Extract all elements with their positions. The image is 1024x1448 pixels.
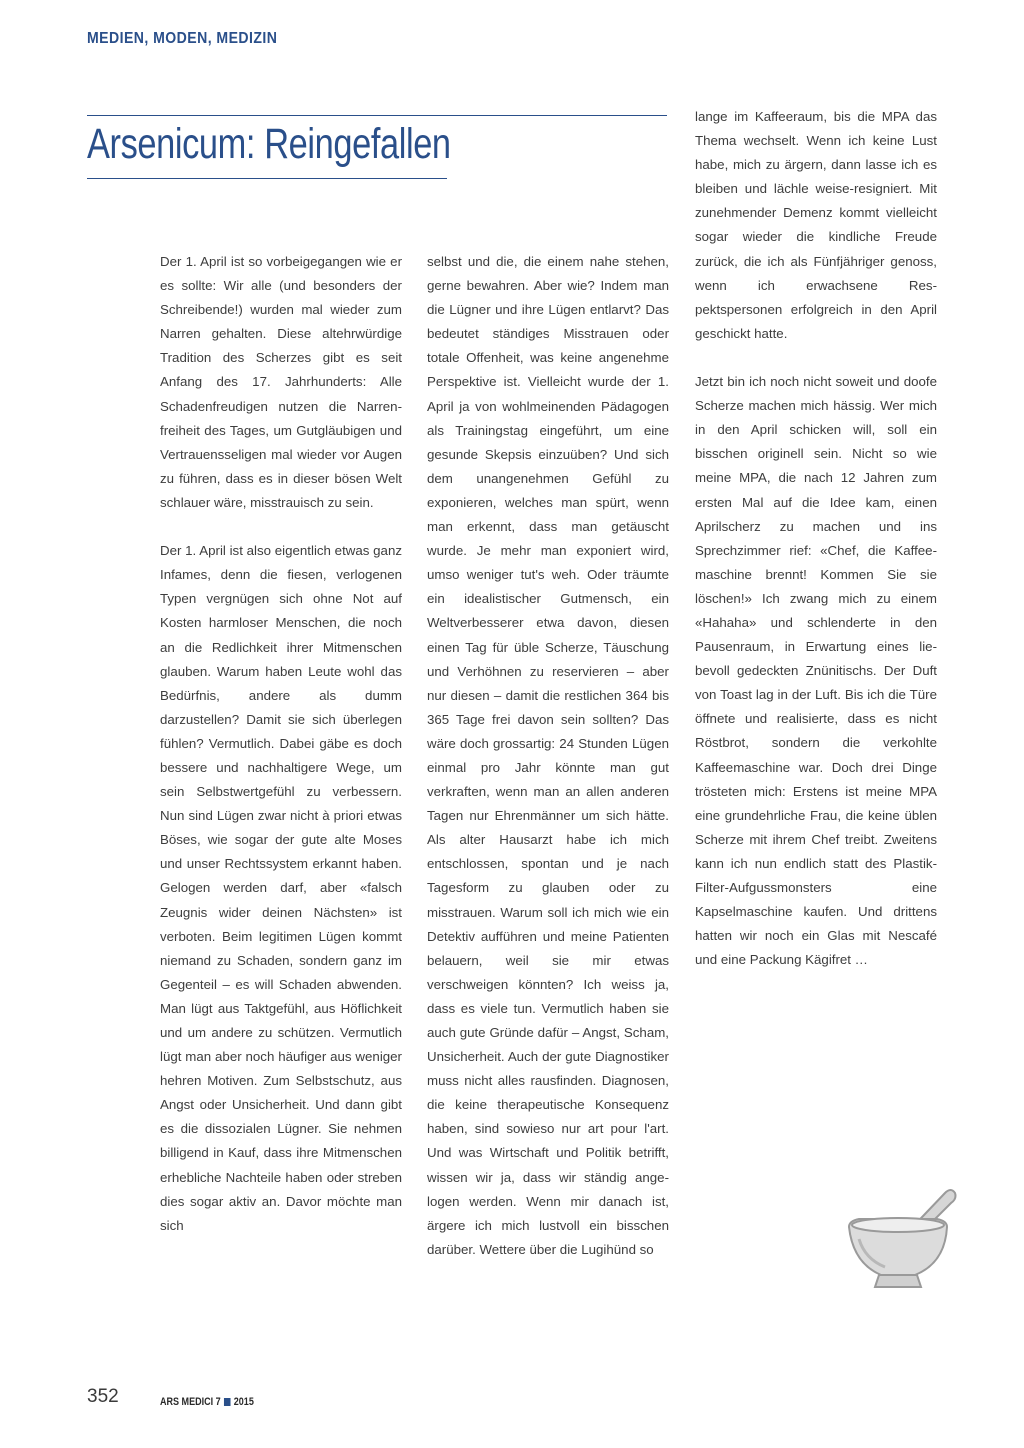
title-rule-bottom: [87, 178, 447, 179]
paragraph: selbst und die, die einem nahe stehen, gerne bewahren. Aber wie? Indem man die Lügner und ihre Lügen entlarvt? Das bedeutet ständiges Misstrauen oder totale Offenheit, was keine angenehme Perspektive ist. Vielleicht wurde der 1. April ja von wohlmeinenden Pädagogen als Trainingstag eingeführt, um eine gesunde Skepsis einzuüben? Und sich dem unangenehmen Gefühl zu exponieren, welches man spürt, wenn man erkennt, dass man getäuscht wurde. Je mehr man exponiert wird, umso weniger tut's weh. Oder träumte ein idealistischer Gutmensch, ein Weltverbesserer etwa davon, diesen einen Tag für üble Scherze, Täuschung und Verhöhnen zu reservieren – aber nur diesen – damit die restlichen 364 bis 365 Tage frei davon sein sollten? Das wäre doch grossartig: 24 Stunden Lügen einmal pro Jahr könnte man gut verkraften, wenn man an allen anderen Tagen nur Ehrenmänner um sich hätte. Als alter Hausarzt habe ich mich entschlossen, spontan und je nach Tagesform zu glauben oder zu misstrauen. Warum soll ich mich wie ein Detektiv aufführen und meine Patienten belauern, weil sie mir etwas verschweigen könnten? Ich weiss ja, dass es viele tun. Vermutlich haben sie auch gute Gründe dafür – Angst, Scham, Unsicherheit. Auch der gute Diagnostiker muss nicht alles rausfinden. Diagnosen, die keine therapeutische Konsequenz haben, sind sowieso nur art pour l'art. Und was Wirtschaft und Politik betrifft, wissen wir ja, dass wir ständig angelogen werden. Wenn mir danach ist, ärgere ich mich lustvoll ein bisschen darüber. Wettere über die Lugihünd so: [427, 254, 669, 1257]
square-separator-icon: [224, 1398, 231, 1406]
article-column-3: [695, 105, 937, 972]
article-column-2: [427, 250, 669, 1262]
mortar-and-pestle-icon: [845, 1183, 957, 1293]
paragraph: Der 1. April ist also eigentlich etwas ganz Infames, denn die fiesen, verlogenen Typen vergnügen sich ohne Not auf Kosten harmloser Menschen, die noch an die Redlichkeit ihrer Mitmenschen glauben. Warum haben Leute wohl das Bedürfnis, andere als dumm darzustellen? Damit sie sich überlegen fühlen? Vermutlich. Dabei gäbe es doch bessere und nachhaltigere Wege, um sein Selbstwertgefühl zu verbessern. Nun sind Lügen zwar nicht à priori etwas Böses, wie sogar der gute alte Moses und unser Rechtssystem erkannt haben. Gelogen werden darf, aber «falsch Zeugnis wider deinen Nächsten» ist verboten. Beim legitimen Lügen kommt niemand zu Schaden, sondern ganz im Gegenteil – es will Schaden abwenden. Man lügt aus Taktgefühl, aus Höflichkeit und um andere zu schützen. Vermutlich lügt man aber noch häufiger aus weniger hehren Motiven. Zum Selbstschutz, aus Angst oder Unsicherheit. Und dann gibt es die dissozialen Lügner. Sie nehmen billigend in Kauf, dass ihre Mitmenschen erhebliche Nachteile haben oder streben dies sogar aktiv an. Davor möchte man sich: [160, 543, 402, 1233]
paragraph: lange im Kaffeeraum, bis die MPA das Thema wechselt. Wenn ich keine Lust habe, mich zu ärgern, dann lasse ich es bleiben und lächle weise-resigniert. Mit zunehmender Demenz kommt vielleicht sogar wieder die kindliche Freude zurück, die ich als Fünfjähriger genoss, wenn ich erwachsene Respektspersonen erfolgreich in den April geschickt hatte.: [695, 109, 937, 341]
journal-footer: [160, 1396, 254, 1408]
article-title: Arsenicum: Reingefallen: [87, 120, 451, 168]
journal-name: ARS MEDICI 7: [160, 1396, 221, 1408]
article-column-1: [160, 250, 402, 1238]
journal-year: 2015: [233, 1396, 254, 1408]
paragraph: Jetzt bin ich noch nicht soweit und doofe Scherze machen mich hässig. Wer mich in den April schicken will, soll ein bisschen originell sein. Nicht so wie meine MPA, die nach 12 Jahren zum ersten Mal auf die Idee kam, einen Aprilscherz zu machen und ins Sprechzimmer rief: «Chef, die Kaffeemaschine brennt! Kommen Sie sie löschen!» Ich zwang mich zu einem «Hahaha» und schlenderte in den Pausenraum, in Erwartung eines liebevoll gedeckten Znünitischs. Der Duft von Toast lag in der Luft. Bis ich die Türe öffnete und realisierte, dass es nicht Röstbrot, sondern die verkohlte Kaffeemaschine war. Doch drei Dinge trösteten mich: Erstens ist meine MPA eine grundehrliche Frau, die keine üblen Scherze mit ihrem Chef treibt. Zweitens kann ich nun endlich statt des Plastik-Filter-Aufgussmonsters eine Kapselmaschine kaufen. Und drittens hatten wir noch ein Glas mit Nescafé und eine Packung Kägifret …: [695, 374, 937, 968]
title-rule-top: [87, 115, 667, 116]
section-label: MEDIEN, MODEN, MEDIZIN: [87, 30, 278, 47]
page-number: 352: [87, 1386, 119, 1407]
paragraph: Der 1. April ist so vorbeigegangen wie er es sollte: Wir alle (und besonders der Schreibende!) wurden mal wieder zum Narren gehalten. Diese altehrwürdige Tradition des Scherzes gibt es seit Anfang des 17. Jahrhunderts: Alle Schadenfreudigen nutzen die Narrenfreiheit des Tages, um Gutgläubigen und Vertrauensseligen mal wieder vor Augen zu führen, dass es in dieser bösen Welt schlauer wäre, misstrauisch zu sein.: [160, 254, 402, 510]
